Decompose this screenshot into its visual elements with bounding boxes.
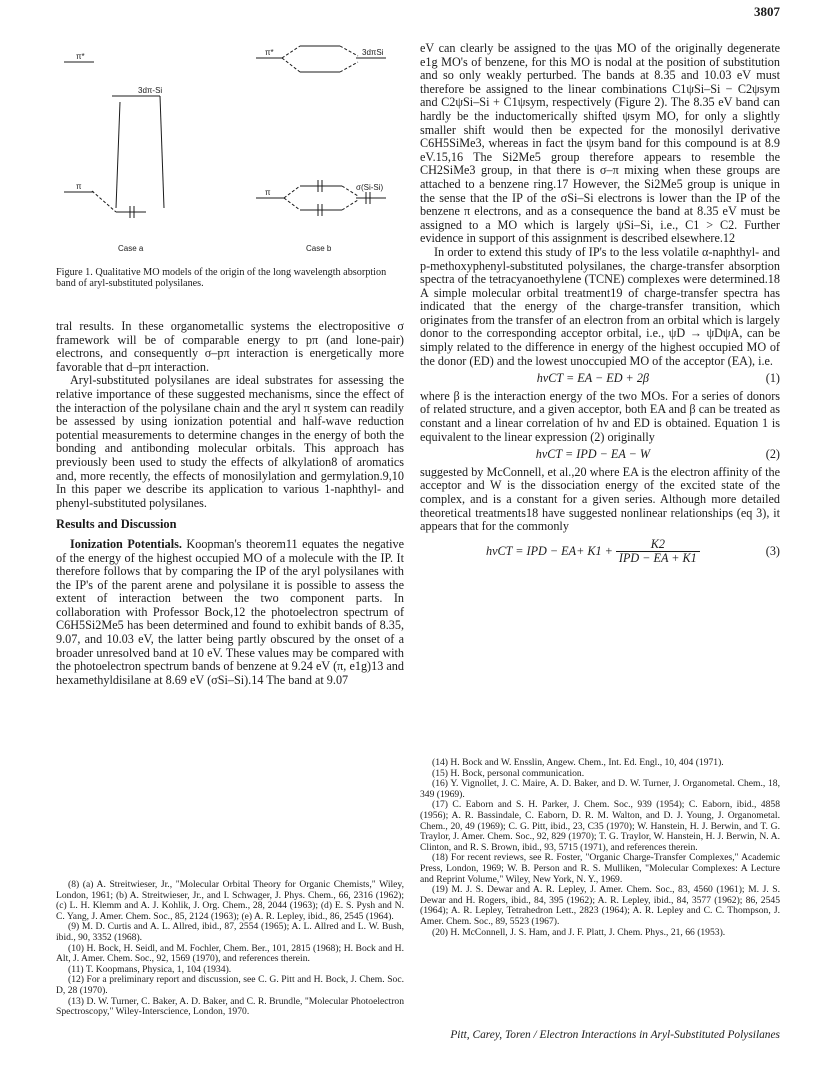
fraction-numerator: K2 (616, 538, 700, 553)
paragraph: eV can clearly be assigned to the ψas MO of the originally degenerate e1g MO's of benzene, for this MO is nodal at the position of substitution and so only weakly perturbed. The bands at 8.35 and 10.03 eV must therefore be assigned to the linear combinations C1ψSi–Si − C2ψsym and C2ψSi–Si + C1ψsym, respectively (Figure 2). The 8.35 eV band can hardly be the inductomerically shifted ψsym MO, for only a slightly smaller shift would then be expected for the monosilyl derivative C6H5SiMe3, whereas in fact the ψsym band for this compound is at 8.9 eV.15,16 The Si2Me5 group therefore appears to resemble the CH2SiMe3 group, in that there is σ–π mixing when these groups are attached to a benzene ring.17 However, the Si2Me5 group is unique in the sense that the IP of the σSi–Si electrons is lower than the IP of the benzene π electrons, and as a consequence the band at 8.35 eV must be assigned to a MO which is largely ψSi–Si, i.e., C1 > C2. Further evidence in support of this assignment is described elsewhere.12 (420, 41, 780, 246)
paragraph-text: Koopman's theorem11 equates the negative of the energy of the highest occupied MO of a molecule with the IP. It therefore follows that by comparing the IP of the aryl polysilanes with the IP's of the parent arene and polysilane it is possible to assess the extent of interaction between the two component parts. In collaboration with Professor Bock,12 the photoelectron spectrum of C6H5Si2Me5 has been determined and found to exhibit bands of 8.35, 9.07, and 10.03 eV, the latter being partly obscured by the onset of a broader unresolved band at 10 eV. These values may be compared with the photoelectron spectrum bands of benzene at 9.24 eV (π, e1g)13 and hexamethyldisilane at 8.69 eV (σSi–Si).14 The band at 9.07 (56, 536, 404, 687)
equation-1 (420, 372, 780, 386)
fraction-denominator: IPD − EA + K1 (618, 551, 697, 566)
equation-body: hνCT = IPD − EA − W (535, 447, 651, 462)
label-pi-left: π (76, 182, 82, 191)
reference: (18) For recent reviews, see R. Foster, "Organic Charge-Transfer Complexes," Academic Press, London, 1969; W. B. Person and R. S. Mulliken, "Molecular Complexes: A Lecture and Reprint Volume," Wiley, New York, N. Y., 1969. (420, 852, 780, 885)
reference: (15) H. Bock, personal communication. (432, 767, 585, 779)
left-references (56, 880, 404, 1018)
run-in-heading: Ionization Potentials. (70, 536, 182, 551)
page-number: 3807 (754, 4, 780, 19)
label-3d-right: 3dπSi (362, 48, 384, 57)
equation-body: hνCT = EA − ED + 2β (536, 371, 649, 386)
reference: (8) (a) A. Streitwieser, Jr., "Molecular Orbital Theory for Organic Chemists," Wiley, London, 1961; (b) A. Streitwieser, Jr., and I. Schwager, J. Phys. Chem., 66, 2316 (1962); (c) L. H. Klemm and A. J. Kohlik, J. Org. Chem., 28, 2044 (1963); (d) E. S. Pysh and N. C. Yang, J. Amer. Chem. Soc., 85, 2124 (1963); (e) A. R. Lepley, ibid., 86, 2545 (1964). (56, 879, 404, 922)
reference: (13) D. W. Turner, C. Baker, A. D. Baker, and C. R. Brundle, "Molecular Photoelectron Spectroscopy," Wiley-Interscience, London, 1970. (56, 995, 404, 1018)
equation-body (420, 538, 766, 566)
paragraph: tral results. In these organometallic systems the electropositive σ framework will be of comparable energy to pπ (and lone-pair) electrons, and consequently σ–pπ interaction is energetically more favorable that d–pπ interaction. (56, 319, 404, 374)
paragraph (56, 538, 404, 688)
reference: (14) H. Bock and W. Ensslin, Angew. Chem., Int. Ed. Engl., 10, 404 (1971). (432, 757, 724, 768)
reference: (10) H. Bock, H. Seidl, and M. Fochler, Chem. Ber., 101, 2815 (1968); H. Bock and H. Alt, J. Amer. Chem. Soc., 92, 1569 (1970), and references therein. (56, 942, 404, 965)
paragraph: Aryl-substituted polysilanes are ideal substrates for assessing the relative importance of these suggested mechanisms, since the effect of the interaction of the polysilane chain and the aryl π system can readily be assessed by using ionization potential and half-wave reduction potential measurements to determine changes in the energy of both the bonding and antibonding molecular orbitals. This approach has previously been used to study the effects of alkylation8 of aromatics and, more recently, the effects of monosilylation and germylation.9,10 In this paper we describe its application to various 1-naphthyl- and phenyl-substituted polysilanes. (56, 373, 404, 510)
equation-left: hνCT = IPD − EA+ K1 + (486, 543, 613, 558)
running-footer: Pitt, Carey, Toren / Electron Interactions in Aryl-Substituted Polysilanes (450, 1029, 780, 1041)
paragraph: suggested by McConnell, et al.,20 where EA is the electron affinity of the acceptor and W is the dissociation energy of the excited state of the complex, and is a constant for a given series. Although more detailed theoretical treatments18 have suggested nonlinear relationships (eq 3), it appears that for the commonly (420, 464, 780, 534)
reference: (11) T. Koopmans, Physica, 1, 104 (1934). (68, 963, 232, 975)
reference: (17) C. Eaborn and S. H. Parker, J. Chem. Soc., 939 (1954); C. Eaborn, ibid., 4858 (1956); A. R. Bassindale, C. Eaborn, D. R. M. Walton, and D. J. Young, J. Organometal. Chem., 20, 49 (1969); C. G. Pitt, ibid., 23, C35 (1970); W. Hanstein, H. J. Berwin, and T. G. Traylor, J. Amer. Chem. Soc., 92, 829 (1970); T. G. Traylor, W. Hanstein, H. J. Berwin, N. A. Clinton, and R. S. Brown, ibid., 93, 5715 (1971), and references therein. (420, 799, 780, 853)
equation-number: (2) (765, 447, 780, 462)
label-pi-right: π (265, 188, 271, 197)
right-references (420, 758, 780, 938)
label-case-b: Case b (306, 244, 332, 253)
mo-diagram-figure (56, 40, 404, 260)
reference: (19) M. J. S. Dewar and A. R. Lepley, J. Amer. Chem. Soc., 83, 4560 (1961); M. J. S. Dewar and H. Rogers, ibid., 84, 395 (1962); A. R. Lepley, ibid., 84, 3577 (1962); 86, 2545 (1964); A. R. Lepley, Tetrahedron Lett., 2823 (1964); A. R. Lepley and C. C. Thompson, J. Amer. Chem. Soc., 89, 5523 (1967). (420, 884, 780, 927)
reference: (20) H. McConnell, J. S. Ham, and J. F. Platt, J. Chem. Phys., 21, 66 (1953). (432, 926, 726, 938)
reference: (16) Y. Vignollet, J. C. Maire, A. D. Baker, and D. W. Turner, J. Organometal. Chem., 18, 349 (1969). (420, 778, 780, 800)
reference: (9) M. D. Curtis and A. L. Allred, ibid., 87, 2554 (1965); A. L. Allred and L. W. Bush, ibid., 90, 3352 (1968). (56, 921, 404, 943)
label-pi-star-left: π* (76, 52, 85, 61)
figure-caption: Figure 1. Qualitative MO models of the origin of the long wavelength absorption band of aryl-substituted polysilanes. (56, 267, 387, 290)
label-pi-star-right: π* (265, 48, 274, 57)
equation-number: (1) (765, 371, 780, 386)
label-3d-left: 3dπ-Si (138, 86, 163, 95)
right-column (420, 42, 780, 570)
reference: (12) For a preliminary report and discussion, see C. G. Pitt and H. Bock, J. Chem. Soc. D, 28 (1970). (56, 974, 404, 996)
equation-fraction (616, 538, 700, 566)
equation-number: (3) (765, 544, 780, 559)
paragraph: where β is the interaction energy of the two MOs. For a series of donors of related structure, and a given acceptor, both EA and β can be treated as constant and a linear correlation of hν and ED is obtained. Equation 1 is equivalent to the linear expression (2) originally (420, 388, 780, 444)
equation-2 (420, 448, 780, 462)
label-case-a: Case a (118, 244, 144, 253)
paragraph: In order to extend this study of IP's to the less volatile α-naphthyl- and p-methoxyphenyl-substituted polysilanes, the charge-transfer absorption spectra of the tetracyanoethylene (TCNE) complexes were determined.18 A simple molecular orbital treatment19 of charge-transfer spectra has indicated that the energy of the charge-transfer transition, which originates from the transfer of an electron from an orbital which is largely donor to the corresponding acceptor orbital, i.e., ψD → ψDψA, can be simply related to the difference in energy of the highest occupied MO of the donor (ED) and the lowest unoccupied MO of the acceptor (EA), i.e. (420, 244, 780, 368)
label-sigma: σ(Si-Si) (356, 183, 384, 192)
section-heading: Results and Discussion (56, 517, 177, 532)
left-column (56, 320, 404, 687)
equation-3 (420, 538, 780, 566)
